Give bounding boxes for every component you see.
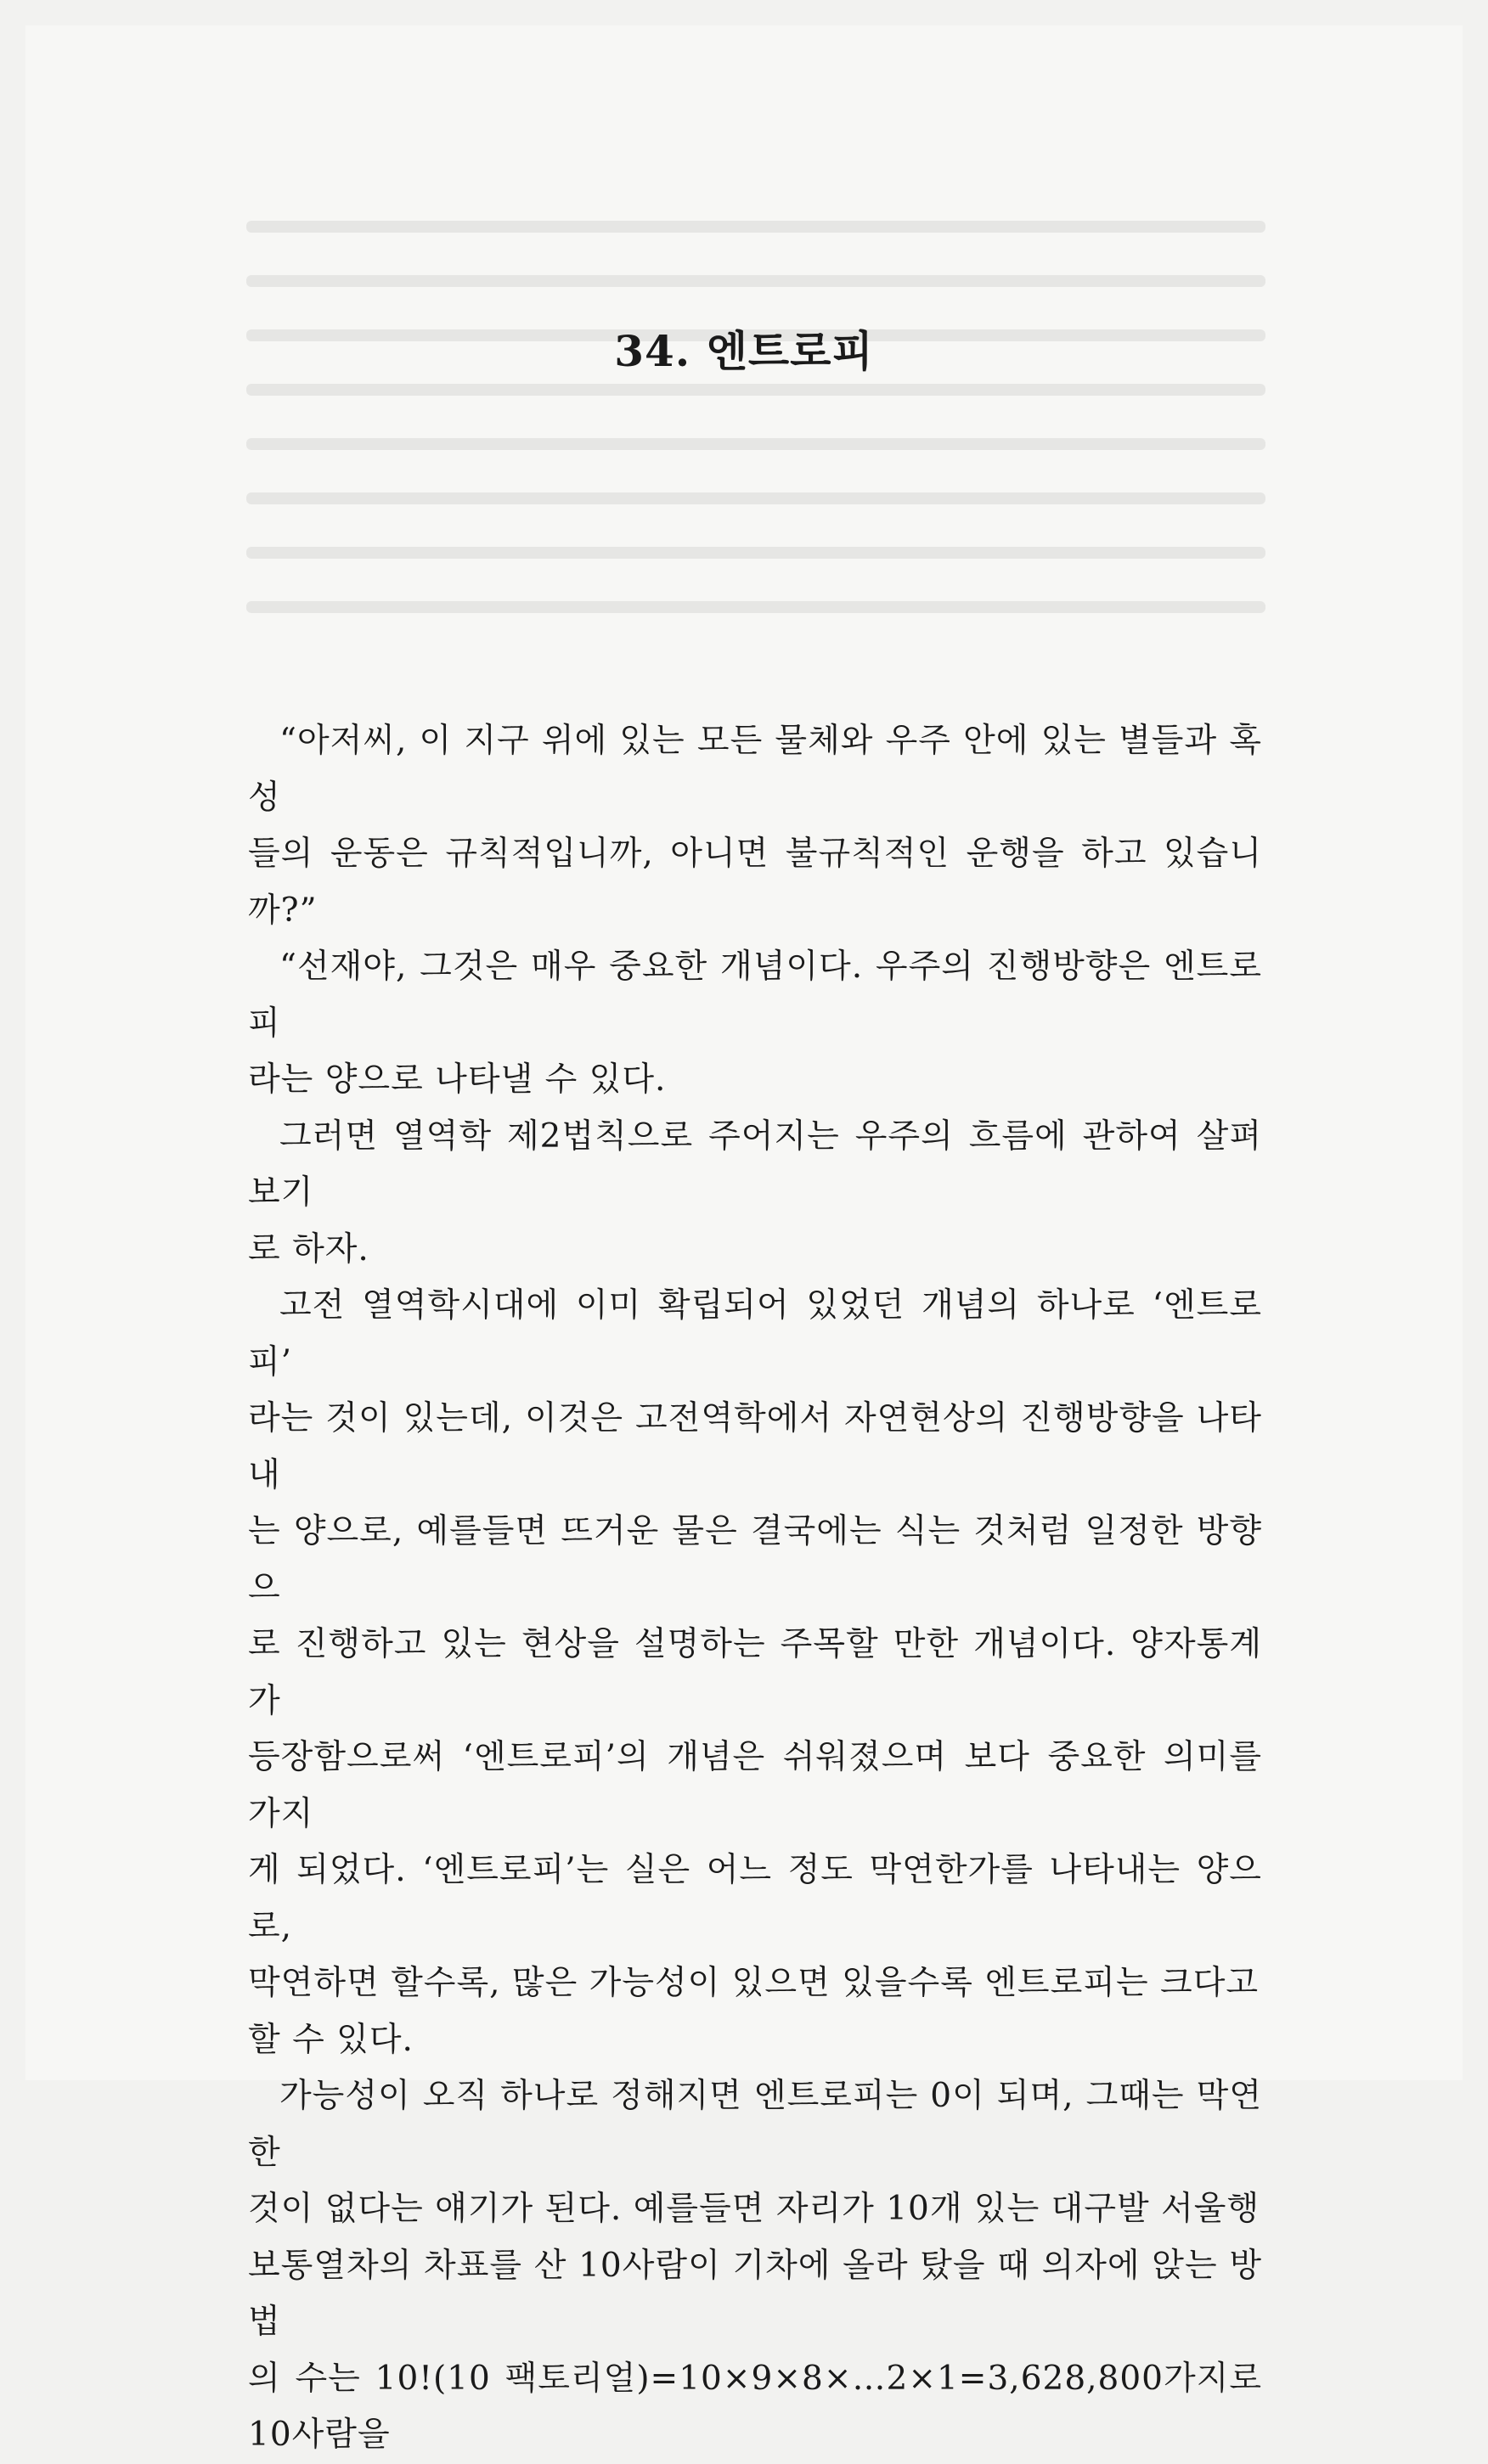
bleed-through-line	[246, 221, 1265, 233]
chapter-title: 34. 엔트로피	[614, 325, 874, 376]
bleed-through-line	[246, 601, 1265, 613]
bleed-through-text	[246, 221, 1265, 747]
bleed-through-line	[246, 492, 1265, 504]
paragraph-intro: 그러면 열역학 제2법칙으로 주어지는 우주의 흐름에 관하여 살펴보기 로 하자.	[248, 1117, 1262, 1269]
bleed-through-line	[246, 547, 1265, 559]
paragraph-question: “아저씨, 이 지구 위에 있는 모든 물체와 우주 안에 있는 별들과 혹성 들의 운동은 규칙적입니까, 아니면 불규칙적인 운행을 하고 있습니까?”	[248, 722, 1262, 930]
paragraph-entropy-example: 가능성이 오직 하나로 정해지면 엔트로피는 0이 되며, 그때는 막연한 것이 없다는 얘기가 된다. 예를들면 자리가 10개 있는 대구발 서울행 보통열차의 차표를 산 10사람이 기차에 올라 탔을 때 의자에 앉는 방법 의 수는 10!(10 팩토리얼)=10×9×8×…2×1=3,628,800가지로 10사람을	[248, 2077, 1262, 2454]
paragraph-answer: “선재야, 그것은 매우 중요한 개념이다. 우주의 진행방향은 엔트로피 라는 양으로 나타낼 수 있다.	[248, 948, 1262, 1099]
bleed-through-line	[246, 275, 1265, 287]
bleed-through-line	[246, 438, 1265, 450]
paragraph-entropy-definition: 고전 열역학시대에 이미 확립되어 있었던 개념의 하나로 ‘엔트로피’ 라는 것이 있는데, 이것은 고전역학에서 자연현상의 진행방향을 나타내 는 양으로, 예를들면 뜨거운 물은 결국에는 식는 것처럼 일정한 방향으 로 진행하고 있는 현상을 설명하는 주목할 만한 개념이다. 양자통계가 등장함으로써 ‘엔트로피’의 개념은 쉬워졌으며 보다 중요한 의미를 가지 게 되었다. ‘엔트로피’는 실은 어느 정도 막연한가를 나타내는 양으로, 막연하면 할수록, 많은 가능성이 있으면 있을수록 엔트로피는 크다고 할 수 있다.	[248, 1286, 1262, 2059]
chapter-body	[248, 713, 1262, 2464]
bleed-through-line	[246, 384, 1265, 396]
